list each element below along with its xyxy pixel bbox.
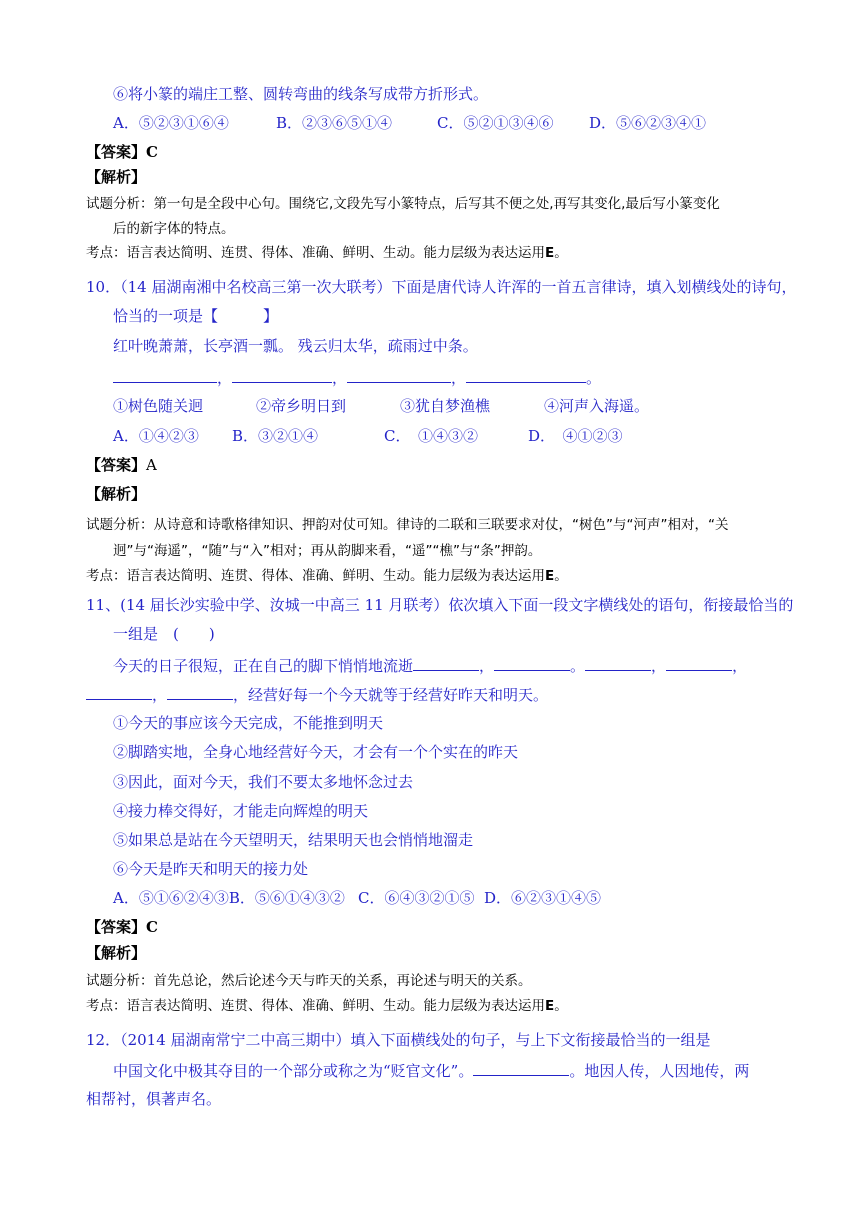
q11-item-1: ①今天的事应该今天完成，不能推到明天 [113,714,384,732]
blank-sep: ， [479,657,495,675]
answer-value: C [146,143,158,161]
q10-analysis-label: 【解析】 [86,485,147,503]
blank-6[interactable] [167,684,233,700]
q9-analysis-line2: 后的新字体的特点。 [113,221,235,237]
para-text: 中国文化中极其夺目的一个部分或称之为“贬官文化”。 [113,1062,474,1080]
blank-sep: ， [451,369,467,387]
answer-value: A [146,456,157,474]
blank-1[interactable] [113,367,217,383]
blank-sep: ， [651,657,667,675]
q11-stem-line1: 11、(14 届长沙实验中学、汝城一中高三 11 月联考）依次填入下面一段文字横线处的语句，衔接最恰当的 [86,596,794,614]
q11-answer [86,917,158,937]
q11-analysis-label: 【解析】 [86,944,147,962]
q10-item-1: ①树色随关迥 [113,397,204,415]
blank-5[interactable] [86,684,152,700]
kaodian-level: E [545,568,555,584]
q10-analysis-line1: 试题分析：从诗意和诗歌格律知识、押韵对仗可知。律诗的二联和三联要求对仗，“树色”与“河声”相对，“关 [86,517,729,533]
q10-item-2: ②帝乡明日到 [256,397,347,415]
answer-label: 【答案】 [86,143,147,161]
blank-2[interactable] [494,655,570,671]
q10-stem-line1: 10．（14 届湖南湘中名校高三第一次大联考）下面是唐代诗人许浑的一首五言律诗，填入划横线处的诗句， [86,278,797,296]
q10-analysis-line2: 迥”与“海遥”，“随”与“入”相对；再从韵脚来看，“遥”“樵”与“条”押韵。 [113,543,542,559]
q11-kaodian [86,996,568,1016]
kaodian-level: E [545,998,555,1014]
kaodian-level: E [545,245,555,261]
q9-option-a: A．⑤②③①⑥④ [113,114,229,132]
q10-kaodian [86,566,568,586]
answer-label: 【答案】 [86,918,147,936]
blank-sep: ， [732,657,748,675]
q9-analysis-label: 【解析】 [86,168,147,186]
blank-4[interactable] [466,367,586,383]
q10-poem: 红叶晚萧萧，长亭酒一瓢。 残云归太华，疏雨过中条。 [113,337,478,355]
kaodian-text: 考点：语言表达简明、连贯、得体、准确、鲜明、生动。能力层级为表达运用 [86,245,545,261]
blank-sep: ， [332,369,348,387]
q11-option-d: D．⑥②③①④⑤ [484,889,602,907]
q9-option-c: C．⑤②①③④⑥ [437,114,554,132]
blank-1[interactable] [413,655,479,671]
q11-option-ab: A．⑤①⑥②④③B．⑤⑥①④③② [113,889,345,907]
q10-blanks [113,367,601,388]
blank-sep: 。 [586,369,602,387]
blank-1[interactable] [473,1060,569,1076]
kaodian-text: 考点：语言表达简明、连贯、得体、准确、鲜明、生动。能力层级为表达运用 [86,568,545,584]
q9-answer [86,142,158,162]
q10-option-c: C． ①④③② [384,427,478,445]
answer-value: C [146,918,158,936]
kaodian-end: 。 [554,998,568,1014]
q11-analysis-line1: 试题分析：首先总论，然后论述今天与昨天的关系，再论述与明天的关系。 [86,973,532,989]
kaodian-text: 考点：语言表达简明、连贯、得体、准确、鲜明、生动。能力层级为表达运用 [86,998,545,1014]
q10-option-a: A．①④②③ [113,427,199,445]
q9-analysis-line1: 试题分析：第一句是全段中心句。围绕它,文段先写小篆特点，后写其不便之处,再写其变化,最后写小篆变化 [86,196,720,212]
answer-label: 【答案】 [86,456,147,474]
blank-4[interactable] [666,655,732,671]
q10-answer [86,455,157,475]
q10-option-d: D． ④①②③ [528,427,623,445]
blank-sep: ， [217,369,233,387]
q10-option-b: B．③②①④ [232,427,319,445]
q12-para-line2: 相帮衬，俱著声名。 [86,1090,222,1108]
blank-3[interactable] [347,367,451,383]
kaodian-end: 。 [554,245,568,261]
para-text: 今天的日子很短，正在自己的脚下悄悄地流逝 [113,657,414,675]
q10-item-3: ③犹自梦渔樵 [400,397,491,415]
kaodian-end: 。 [554,568,568,584]
q9-option-b: B．②③⑥⑤①④ [276,114,393,132]
q10-stem-line2: 恰当的一项是【 】 [113,307,279,325]
q12-stem-line1: 12．（2014 届湖南常宁二中高三期中）填入下面横线处的句子，与上下文衔接最恰当的一组是 [86,1031,711,1049]
q12-para-line1 [113,1060,749,1081]
q11-para-line2 [86,684,548,705]
q9-kaodian [86,243,568,263]
blank-sep: 。 [570,657,586,675]
q11-item-3: ③因此，面对今天，我们不要太多地怀念过去 [113,773,414,791]
q11-para-line1 [113,655,747,676]
q11-stem-line2: 一组是 ( ) [113,625,215,643]
blank-2[interactable] [232,367,332,383]
q9-item-6: ⑥将小篆的端庄工整、圆转弯曲的线条写成带方折形式。 [113,85,489,103]
q11-item-5: ⑤如果总是站在今天望明天，结果明天也会悄悄地溜走 [113,831,474,849]
blank-sep: ， [152,686,168,704]
q10-item-4: ④河声入海遥。 [544,397,650,415]
q11-option-c: C．⑥④③②①⑤ [358,889,475,907]
q11-item-6: ⑥今天是昨天和明天的接力处 [113,860,309,878]
q11-item-4: ④接力棒交得好，才能走向辉煌的明天 [113,802,369,820]
blank-3[interactable] [585,655,651,671]
q9-option-d: D．⑤⑥②③④① [589,114,707,132]
q11-item-2: ②脚踏实地，全身心地经营好今天，才会有一个个实在的昨天 [113,743,519,761]
para-tail: ，经营好每一个今天就等于经营好昨天和明天。 [233,686,549,704]
para-text: 。地因人传，人因地传，两 [569,1062,750,1080]
